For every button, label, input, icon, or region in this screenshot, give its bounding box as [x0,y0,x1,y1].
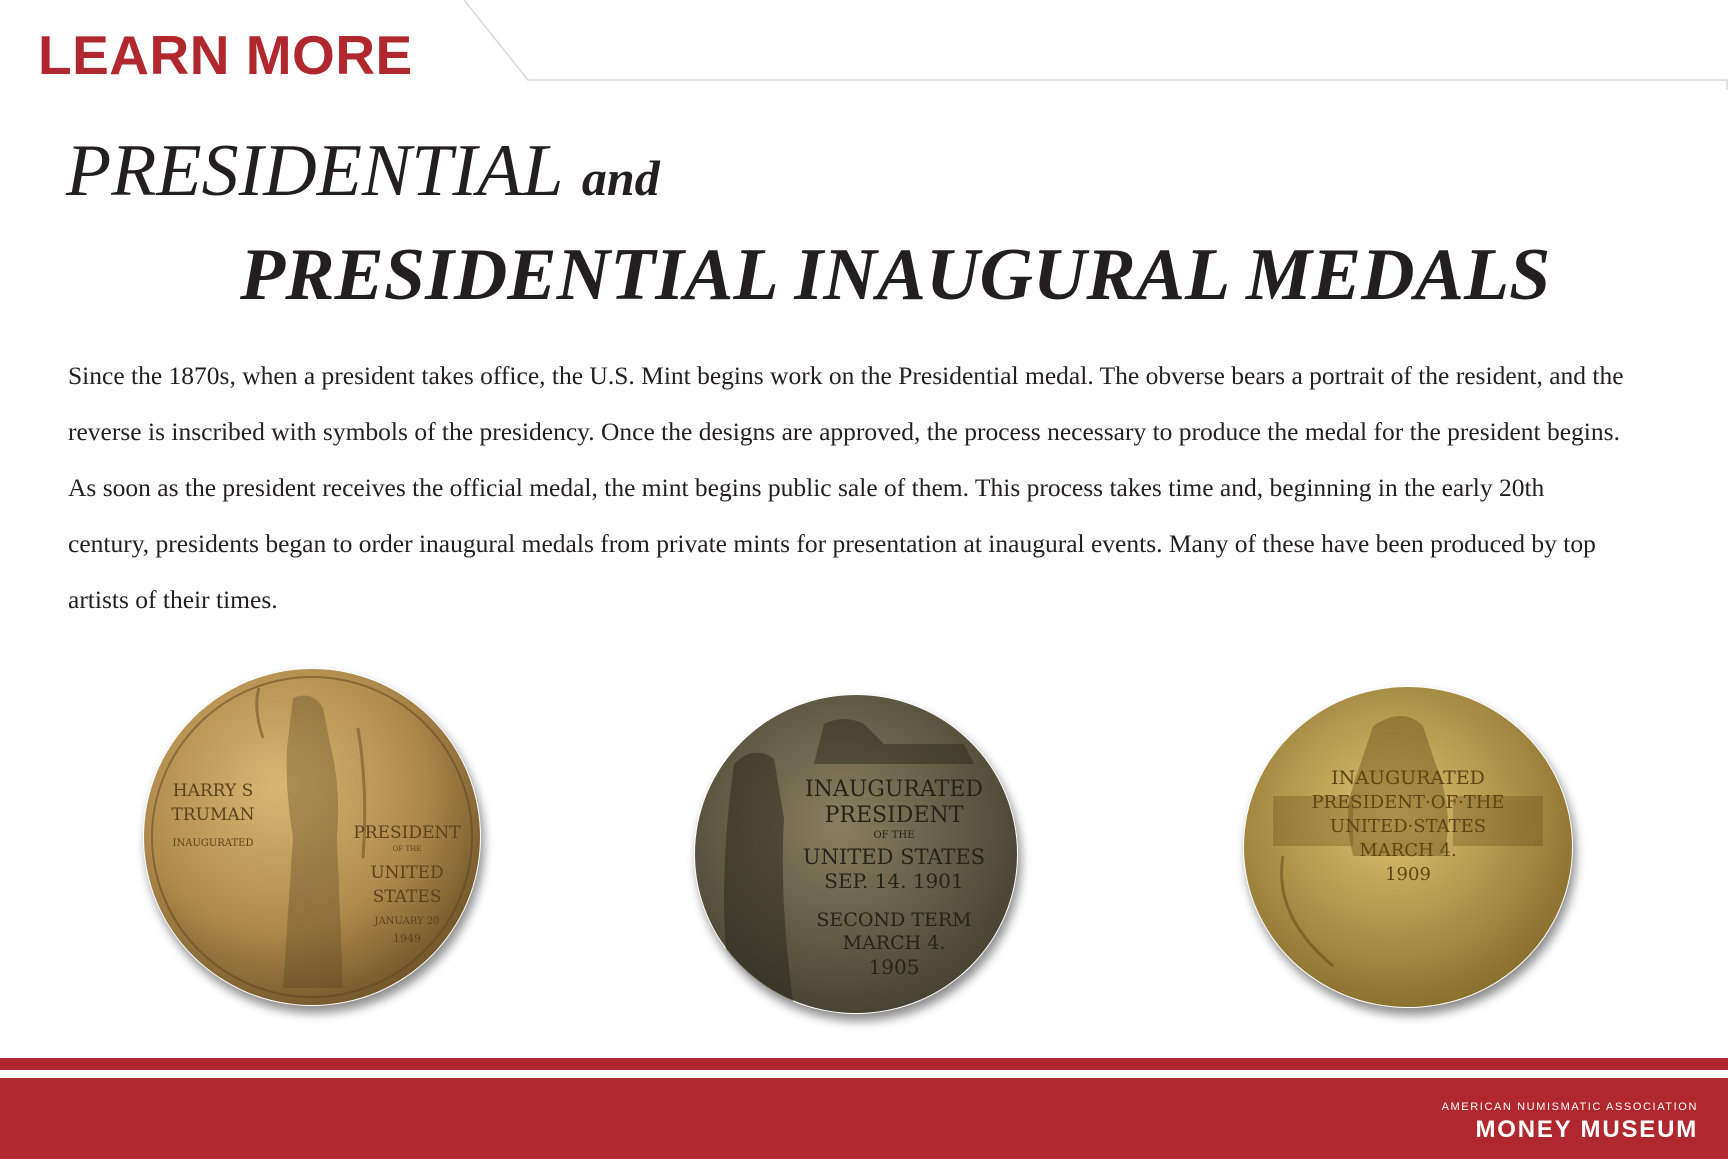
taft-line-2: PRESIDENT·OF·THE [1311,792,1505,813]
truman-medal-graphic [143,668,481,1006]
truman-right-line-2: OF THE [392,845,422,853]
taft-medal-image [1243,686,1573,1008]
footer-org-name: AMERICAN NUMISMATIC ASSOCIATION [1441,1101,1698,1113]
taft-line-4: MARCH 4. [1359,840,1457,861]
taft-line-5: 1909 [1385,864,1431,885]
title-and: and [581,150,660,206]
roosevelt-line-7: MARCH 4. [842,932,946,954]
truman-right-line-5: JANUARY 20 [374,916,440,927]
taft-medal-graphic [1243,686,1573,1008]
truman-right-line-3: UNITED [370,863,444,883]
truman-right-line-1: PRESIDENT [353,823,461,843]
title-presidential: PRESIDENTIAL [66,130,564,212]
truman-right-line-6: 1949 [393,932,421,945]
taft-line-3: UNITED·STATES [1329,816,1487,837]
roosevelt-line-1: INAUGURATED [804,777,984,802]
roosevelt-line-3: OF THE [873,830,915,841]
taft-line-1: INAUGURATED [1331,767,1485,789]
truman-left-line-1: HARRY S [172,781,254,801]
page-title-line-1 [66,130,660,212]
truman-left-line-3: INAUGURATED [172,838,254,849]
roosevelt-medal-graphic [694,694,1018,1014]
truman-right-line-4: STATES [372,887,442,907]
footer-thin-stripe [0,1058,1728,1070]
roosevelt-line-6: SECOND TERM [816,909,972,931]
roosevelt-medal-image [694,694,1018,1014]
footer-museum-logo: MONEY MUSEUM [1475,1116,1698,1143]
roosevelt-line-5: SEP. 14. 1901 [824,869,964,893]
page-title-line-2: PRESIDENTIAL INAUGURAL MEDALS [240,234,1551,316]
roosevelt-line-8: 1905 [868,955,920,979]
roosevelt-line-2: PRESIDENT [824,803,964,828]
learn-more-heading: LEARN MORE [38,24,413,86]
truman-left-line-2: TRUMAN [171,805,255,825]
footer-bar [0,1078,1728,1159]
truman-medal-image [143,668,481,1006]
roosevelt-line-4: UNITED STATES [802,845,986,869]
intro-paragraph: Since the 1870s, when a president takes office, the U.S. Mint begins work on the Presidential medal. The obverse bears a portrait of the resident, and the reverse is inscribed with symbols of the presidency. Once the designs are approved, the process necessary to produce the medal for the president begins. As soon as the president receives the official medal, the mint begins public sale of them. This process takes time and, beginning in the early 20th century, presidents began to order inaugural medals from private mints for presentation at inaugural events. Many of these have been produced by top artists of their times. [68,361,1624,614]
